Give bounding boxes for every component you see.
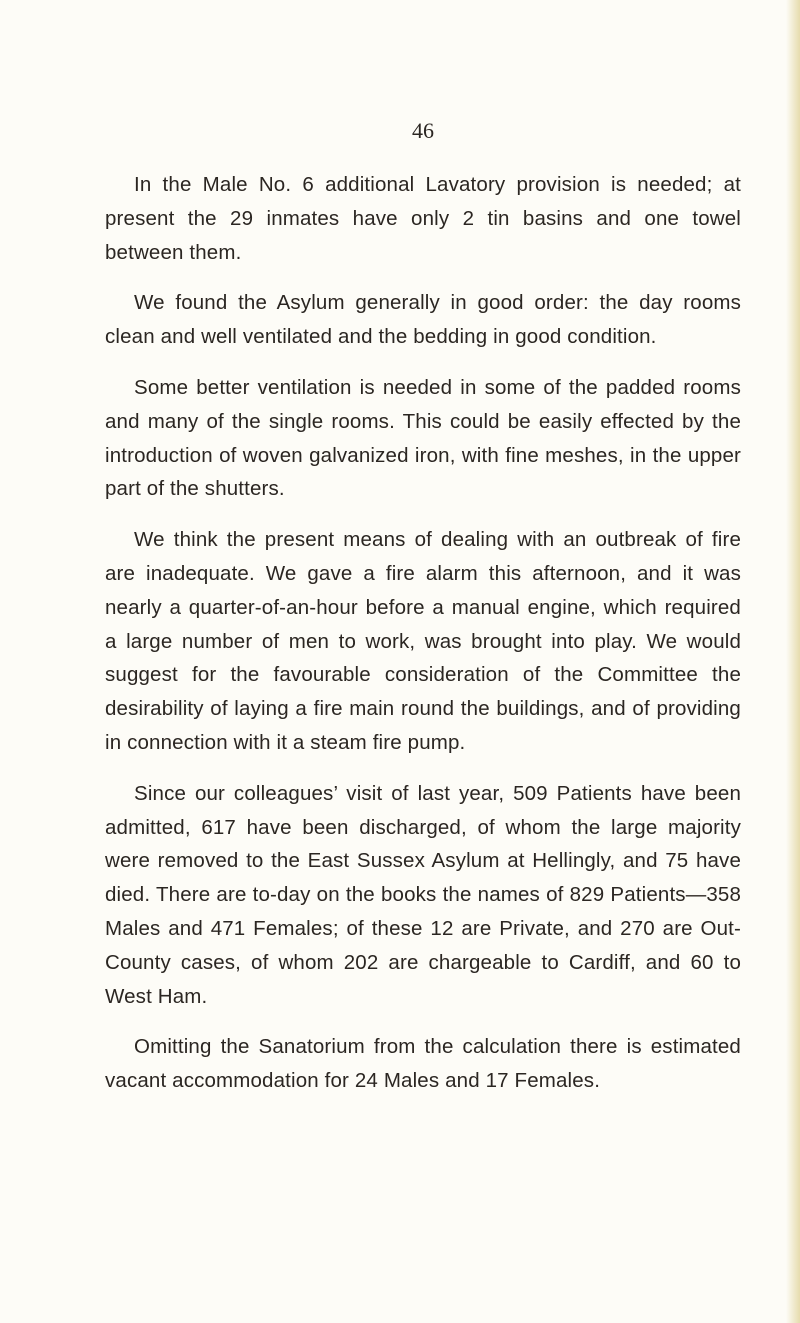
page-number: 46 [412, 118, 434, 143]
paragraph-vacant-accommodation: Omitting the Sanatorium from the calculation there is estimated vacant accommodation for 24 Males and 17 Females. [105, 1035, 741, 1093]
paragraph-asylum-order: We found the Asylum generally in good order: the day rooms clean and well ventilated and the bedding in good condition. [105, 291, 741, 349]
paragraph-ventilation: Some better ventilation is needed in some of the padded rooms and many of the single rooms. This could be easily effected by the introduction of woven galvanized iron, with fine meshes, in the upper part of the shutters. [105, 375, 741, 501]
page-edge-shadow [786, 0, 800, 1323]
paragraph-patient-statistics: Since our colleagues’ visit of last year, 509 Patients have been admitted, 617 have been discharged, of whom the large majority were removed to the East Sussex Asylum at Hellingly, and 75 have died. There are to-day on the books the names of 829 Patients—358 Males and 471 Females; of these 12 are Private, and 270 are Out-County cases, of whom 202 are chargeable to Cardiff, and 60 to West Ham. [105, 781, 741, 1008]
paragraph-fire-safety: We think the present means of dealing with an outbreak of fire are inadequate. We gave a fire alarm this afternoon, and it was nearly a quarter-of-an-hour before a manual engine, which required a large number of men to work, was brought into play. We would suggest for the favourable consideration of the Committee the desirability of laying a fire main round the buildings, and of providing in connection with it a steam fire pump. [105, 528, 741, 754]
paragraph-lavatory-provision: In the Male No. 6 additional Lavatory provision is needed; at present the 29 inmates have only 2 tin basins and one towel between them. [105, 173, 741, 264]
document-page [105, 118, 741, 1115]
